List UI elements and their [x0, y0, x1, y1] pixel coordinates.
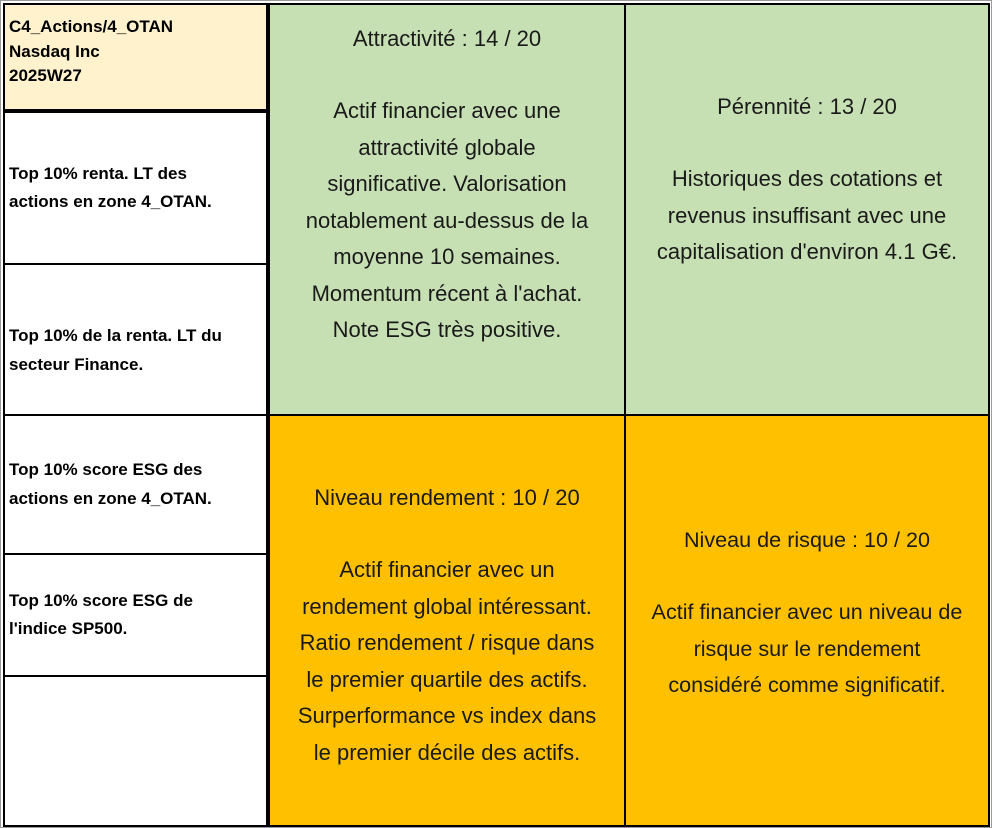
perennite-line: revenus insuffisant avec une — [667, 202, 947, 228]
perennite-line: Historiques des cotations et — [671, 166, 943, 191]
attractivite-title: Attractivité : 14 / 20 — [352, 25, 542, 51]
attractivite-panel — [268, 3, 626, 416]
rendement-line: le premier quartile des actifs. — [306, 666, 588, 692]
criteria-cell — [3, 263, 268, 416]
attractivite-line: significative. Valorisation — [327, 171, 567, 196]
attractivite-line: notablement au-dessus de la — [305, 207, 589, 233]
risque-line: Actif financier avec un niveau de — [651, 599, 963, 624]
rendement-line: Ratio rendement / risque dans — [299, 630, 595, 656]
rendement-title: Niveau rendement : 10 / 20 — [314, 484, 580, 510]
rendement-line: Surperformance vs index dans — [297, 703, 597, 729]
criteria-text: Top 10% renta. LT des — [9, 163, 187, 183]
perennite-title: Pérennité : 13 / 20 — [717, 93, 897, 119]
asset-header — [3, 3, 268, 111]
criteria-cell — [3, 111, 268, 265]
rendement-line: Actif financier avec un — [339, 557, 555, 583]
criteria-text: l'indice SP500. — [9, 619, 128, 638]
criteria-text: Top 10% score ESG des — [9, 460, 203, 479]
criteria-text: Top 10% score ESG de — [9, 590, 193, 610]
rendement-line: rendement global intéressant. — [302, 593, 592, 619]
perennite-panel — [624, 3, 990, 416]
criteria-text: secteur Finance. — [9, 354, 144, 374]
criteria-text: actions en zone 4_OTAN. — [9, 192, 212, 211]
rendement-panel — [268, 414, 626, 827]
criteria-cell — [3, 414, 268, 555]
risque-line: risque sur le rendement — [693, 635, 921, 661]
criteria-text: actions en zone 4_OTAN. — [9, 488, 212, 508]
rendement-line: le premier décile des actifs. — [313, 739, 581, 765]
perennite-line: capitalisation d'environ 4.1 G€. — [656, 239, 958, 264]
attractivite-line: Momentum récent à l'achat. — [311, 280, 583, 306]
criteria-text: Top 10% de la renta. LT du — [9, 326, 222, 345]
attractivite-line: attractivité globale — [358, 134, 536, 160]
criteria-cell — [3, 553, 268, 677]
risque-title: Niveau de risque : 10 / 20 — [683, 526, 931, 552]
asset-period: 2025W27 — [9, 66, 82, 85]
risque-line: considéré comme significatif. — [668, 672, 946, 697]
attractivite-line: Note ESG très positive. — [332, 317, 562, 342]
attractivite-line: Actif financier avec une — [333, 98, 561, 123]
asset-category: C4_Actions/4_OTAN — [9, 17, 174, 36]
criteria-cell-empty — [3, 675, 268, 827]
attractivite-line: moyenne 10 semaines. — [333, 244, 561, 269]
risque-panel — [624, 414, 990, 827]
asset-name: Nasdaq Inc — [9, 41, 100, 61]
